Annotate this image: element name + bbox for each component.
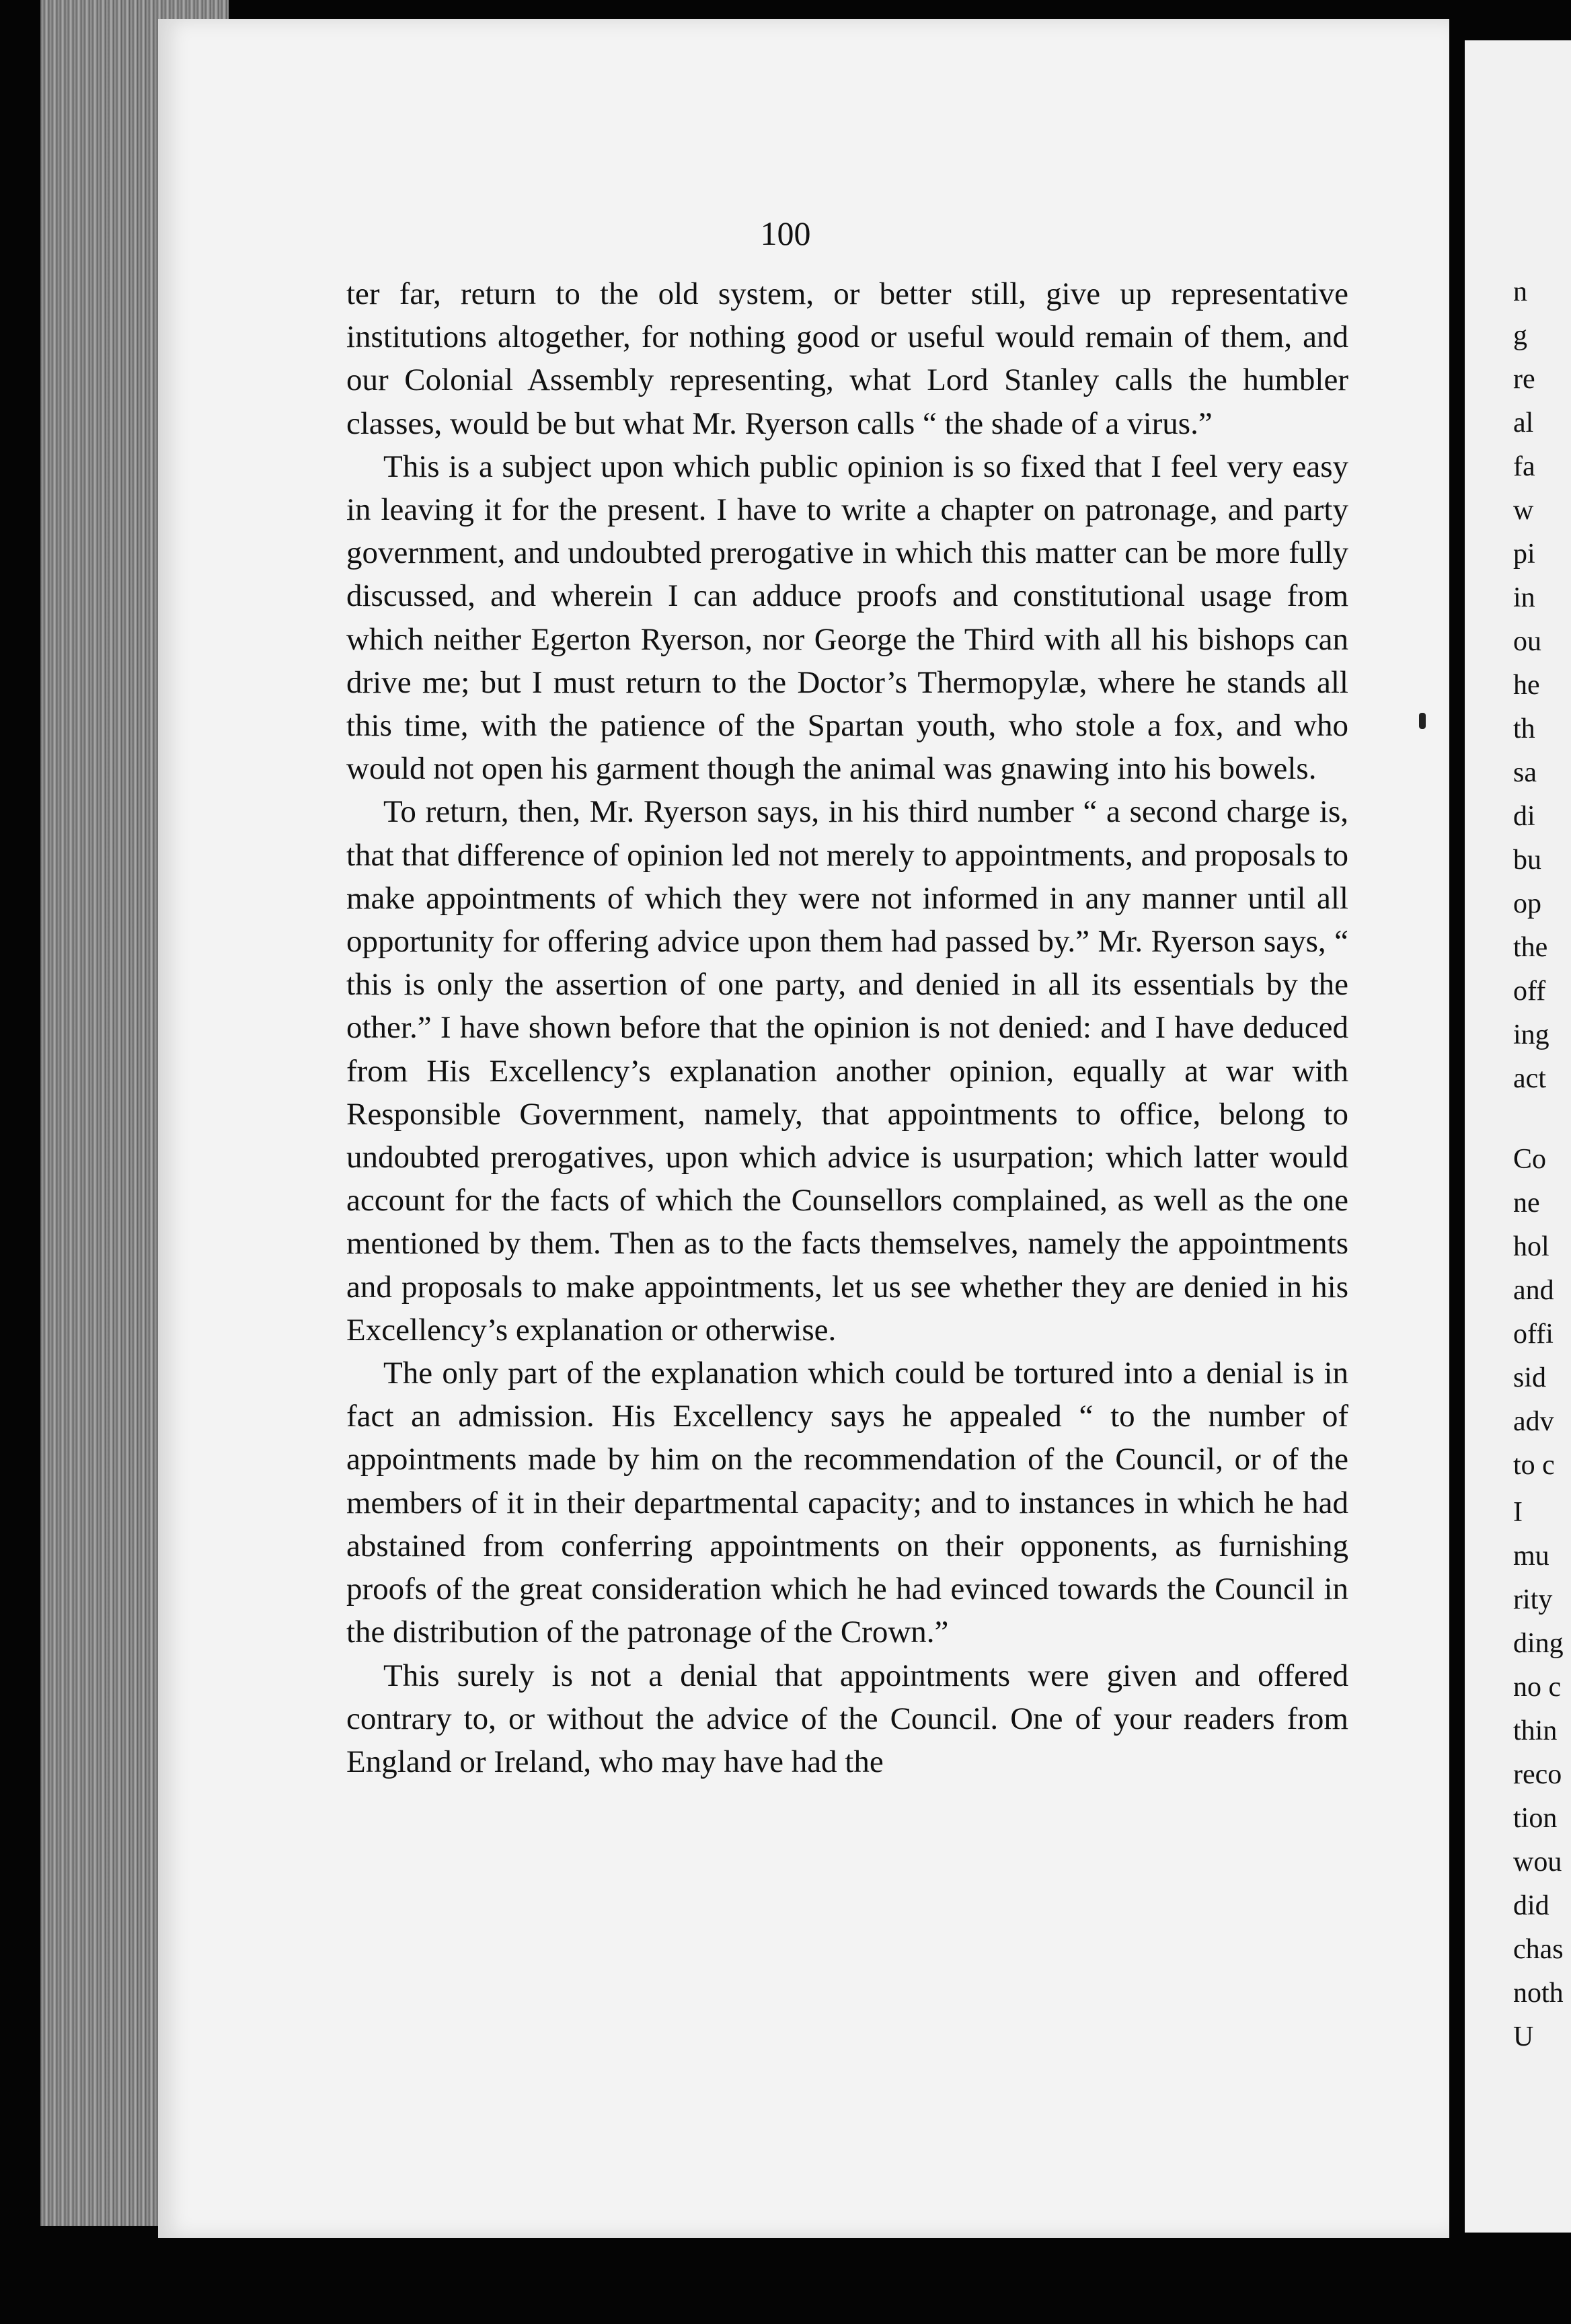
- adjacent-fragment: hol: [1513, 1231, 1549, 1262]
- adjacent-fragment: di: [1513, 801, 1535, 832]
- adjacent-fragment: thin: [1513, 1715, 1558, 1746]
- adjacent-fragment: and: [1513, 1275, 1554, 1306]
- adjacent-fragment: sid: [1513, 1362, 1547, 1393]
- adjacent-fragment: to c: [1513, 1450, 1555, 1481]
- paragraph-4: The only part of the explanation which could be tortured into a denial is in fact an admission. His Excellency says he appealed “ to the number of appointments made by him on the recommendation of the Council, or of the members of it in their departmental capacity; and to instances in which he had abstained from conferring appointments on their opponents, as furnishing proofs of the great consideration which he had evinced towards the Council in the distribution of the patronage of the Crown.”: [346, 1356, 1348, 1650]
- adjacent-fragment: the: [1513, 932, 1548, 963]
- adjacent-fragment: n: [1513, 276, 1527, 307]
- adjacent-fragment: did: [1513, 1890, 1549, 1921]
- adjacent-fragment: tion: [1513, 1803, 1558, 1834]
- adjacent-fragment: Co: [1513, 1144, 1547, 1175]
- adjacent-page-fragment: [1465, 40, 1571, 2233]
- adjacent-fragment: chas: [1513, 1934, 1564, 1965]
- adjacent-fragment: rity: [1513, 1584, 1553, 1615]
- adjacent-fragment: he: [1513, 670, 1540, 701]
- adjacent-fragment: th: [1513, 713, 1535, 744]
- paragraph-1: ter far, return to the old system, or better still, give up representative institutions altogether, for nothing good or useful would remain of them, and our Colonial Assembly representing, what Lord Stanley calls the humbler classes, would be but what Mr. Ryerson calls “ the shade of a virus.”: [346, 276, 1348, 441]
- adjacent-fragment: op: [1513, 888, 1541, 919]
- adjacent-fragment: ou: [1513, 626, 1541, 657]
- page-number: 100: [760, 215, 811, 252]
- adjacent-fragment: ing: [1513, 1019, 1549, 1050]
- adjacent-fragment: off: [1513, 976, 1546, 1007]
- adjacent-fragment: no c: [1513, 1672, 1562, 1703]
- adjacent-fragment: offi: [1513, 1319, 1554, 1350]
- adjacent-fragment: wou: [1513, 1847, 1562, 1877]
- adjacent-fragment: g: [1513, 320, 1527, 351]
- adjacent-fragment: reco: [1513, 1759, 1562, 1790]
- adjacent-fragment: sa: [1513, 757, 1537, 788]
- adjacent-fragment: in: [1513, 582, 1535, 613]
- page-body-text: [346, 272, 1348, 1783]
- paragraph-2: This is a subject upon which public opinion is so fixed that I feel very easy in leaving it for the present. I have to write a chapter on patronage, and party government, and undoubted prerogative in which this matter can be more fully discussed, and wherein I can adduce proofs and constitutional usage from which neither Egerton Ryerson, nor George the Third with all his bishops can drive me; but I must return to the Doctor’s Thermopylæ, where he stands all this time, with the patience of the Spartan youth, who stole a fox, and who would not open his garment though the animal was gnawing into his bowels.: [346, 449, 1348, 787]
- adjacent-fragment: noth: [1513, 1978, 1564, 2009]
- adjacent-fragment: act: [1513, 1063, 1546, 1094]
- adjacent-fragment: fa: [1513, 451, 1535, 482]
- adjacent-fragment: mu: [1513, 1541, 1549, 1572]
- adjacent-fragment: w: [1513, 495, 1534, 526]
- adjacent-fragment: re: [1513, 364, 1535, 395]
- paragraph-5: This surely is not a denial that appointments were given and offered contrary to, or without the advice of the Council. One of your readers from England or Ireland, who may have had the: [346, 1658, 1348, 1779]
- ink-blot: [1419, 713, 1426, 729]
- adjacent-fragment: ding: [1513, 1628, 1564, 1659]
- adjacent-fragment: pi: [1513, 539, 1535, 570]
- adjacent-fragment: al: [1513, 408, 1534, 438]
- paragraph-3: To return, then, Mr. Ryerson says, in his third number “ a second charge is, that that difference of opinion led not merely to appointments, and proposals to make appointments of which they were not informed in any manner until all opportunity for offering advice upon them had passed by.” Mr. Ryerson says, “ this is only the assertion of one party, and denied in all its essentials by the other.” I have shown before that the opinion is not denied: and I have deduced from His Excellency’s explanation another opinion, equally at war with Responsible Government, namely, that appointments to office, belong to undoubted prerogatives, upon which advice is usurpation; which latter would account for the facts of which the Counsellors complained, as well as the one mentioned by them. Then as to the facts themselves, namely the appointments and proposals to make appointments, let us see whether they are denied in his Excellency’s explanation or otherwise.: [346, 794, 1348, 1348]
- adjacent-fragment: U: [1513, 2021, 1534, 2052]
- adjacent-fragment: adv: [1513, 1406, 1554, 1437]
- adjacent-fragment: I: [1513, 1497, 1523, 1528]
- adjacent-fragment: bu: [1513, 845, 1541, 876]
- adjacent-fragment: ne: [1513, 1188, 1540, 1218]
